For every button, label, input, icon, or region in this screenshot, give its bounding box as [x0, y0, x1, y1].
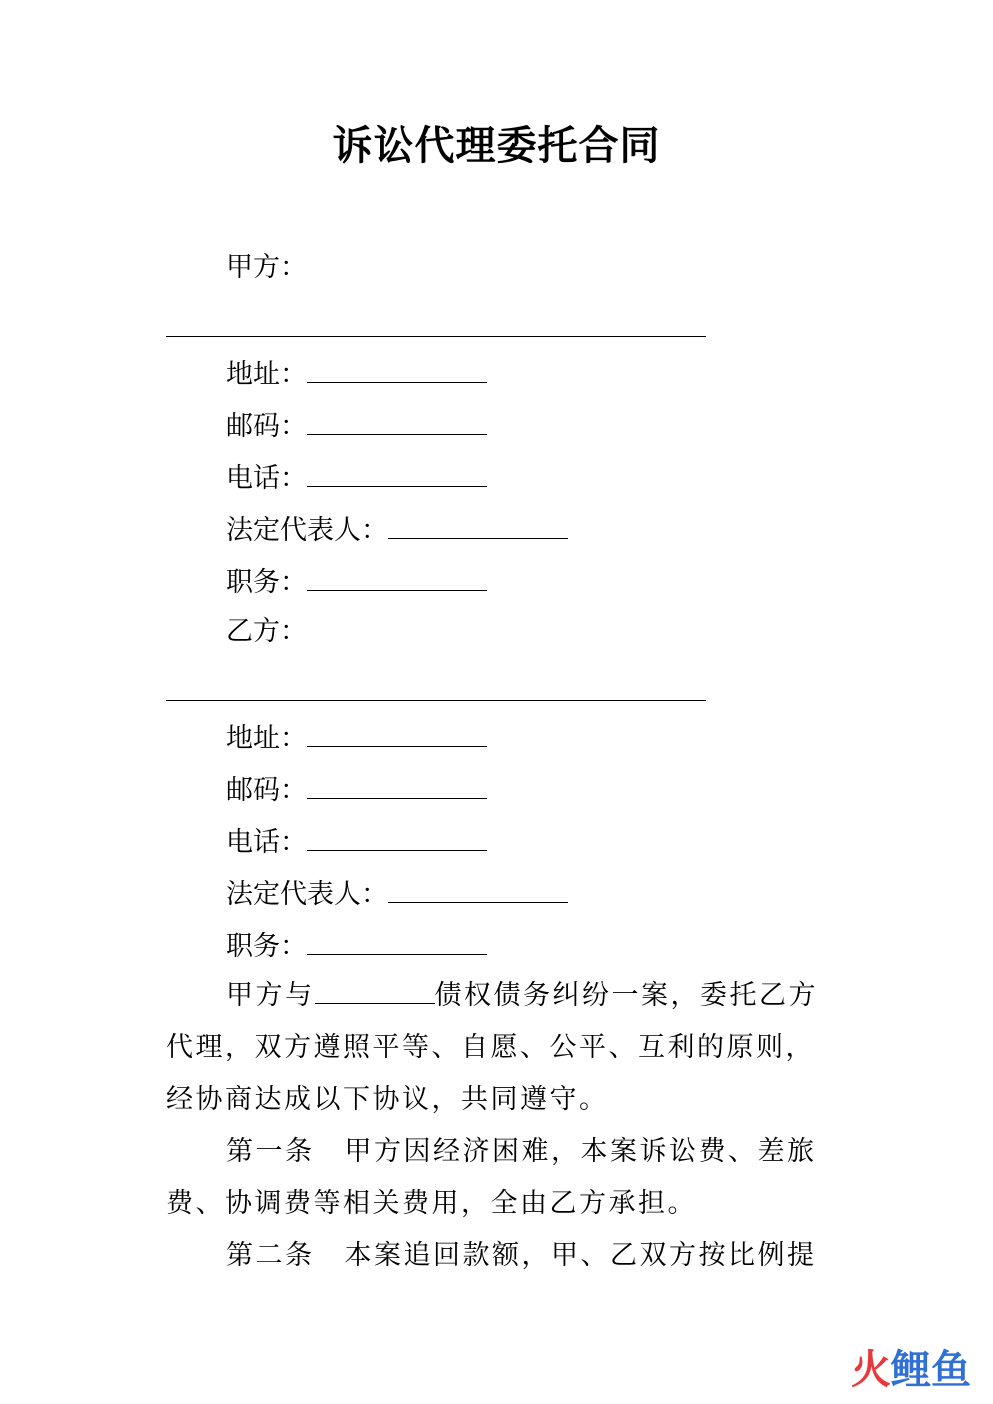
watermark-part-2: 鲤鱼 [891, 1347, 971, 1393]
intro-counterparty-blank [315, 975, 435, 1004]
party-b-address-blank [307, 718, 487, 747]
party-a-legal-rep-row [226, 510, 568, 549]
party-b-address-row [226, 718, 487, 757]
party-a-phone-label: 电话： [226, 463, 307, 494]
intro-paragraph [166, 970, 828, 1126]
article-2-paragraph [166, 1230, 828, 1282]
party-a-phone-blank [307, 458, 487, 487]
party-b-postcode-blank [307, 770, 487, 799]
party-a-position-label: 职务： [226, 567, 307, 598]
party-b-postcode-label: 邮码： [226, 775, 307, 806]
party-b-address-label: 地址： [226, 723, 307, 754]
article-2-number: 第二条 [226, 1240, 315, 1271]
party-a-name-rule [166, 336, 706, 337]
party-b-phone-label: 电话： [226, 827, 307, 858]
watermark-logo [851, 1346, 971, 1394]
party-b-position-label: 职务： [226, 931, 307, 962]
party-a-postcode-blank [307, 406, 487, 435]
party-a-postcode-label: 邮码： [226, 411, 307, 442]
party-a-position-blank [307, 562, 487, 591]
party-b-label: 乙方： [226, 616, 307, 647]
party-a-postcode-row [226, 406, 487, 445]
article-2-text: 本案追回款额，甲、乙双方按比例提 [344, 1240, 817, 1271]
party-b-legal-rep-row [226, 874, 568, 913]
article-1-text: 甲方因经济困难，本案诉讼费、差旅费、协调费等相关费用，全由乙方承担。 [166, 1136, 817, 1219]
party-b-phone-blank [307, 822, 487, 851]
party-a-address-row [226, 354, 487, 393]
article-1-paragraph [166, 1126, 828, 1230]
watermark-part-1: 火 [851, 1347, 891, 1393]
party-b-position-row [226, 926, 487, 965]
party-a-position-row [226, 562, 487, 601]
party-b-name-rule [166, 700, 706, 701]
intro-after-blank: 债权债务纠纷一案，委托乙方代理，双方遵照平等、自愿、公平、互利的原则，经协商达成以下协议，共同遵守。 [166, 980, 818, 1115]
party-b-position-blank [307, 926, 487, 955]
article-1-number: 第一条 [226, 1136, 315, 1167]
party-a-legal-rep-blank [388, 510, 568, 539]
party-a-address-label: 地址： [226, 359, 307, 390]
party-b-legal-rep-blank [388, 874, 568, 903]
party-b-postcode-row [226, 770, 487, 809]
party-a-phone-row [226, 458, 487, 497]
party-b-legal-rep-label: 法定代表人： [226, 879, 388, 910]
party-b-phone-row [226, 822, 487, 861]
party-a-legal-rep-label: 法定代表人： [226, 515, 388, 546]
party-a-label: 甲方： [226, 252, 307, 283]
document-title: 诉讼代理委托合同 [332, 123, 661, 169]
party-a-address-blank [307, 354, 487, 383]
intro-before-blank: 甲方与 [226, 980, 315, 1011]
